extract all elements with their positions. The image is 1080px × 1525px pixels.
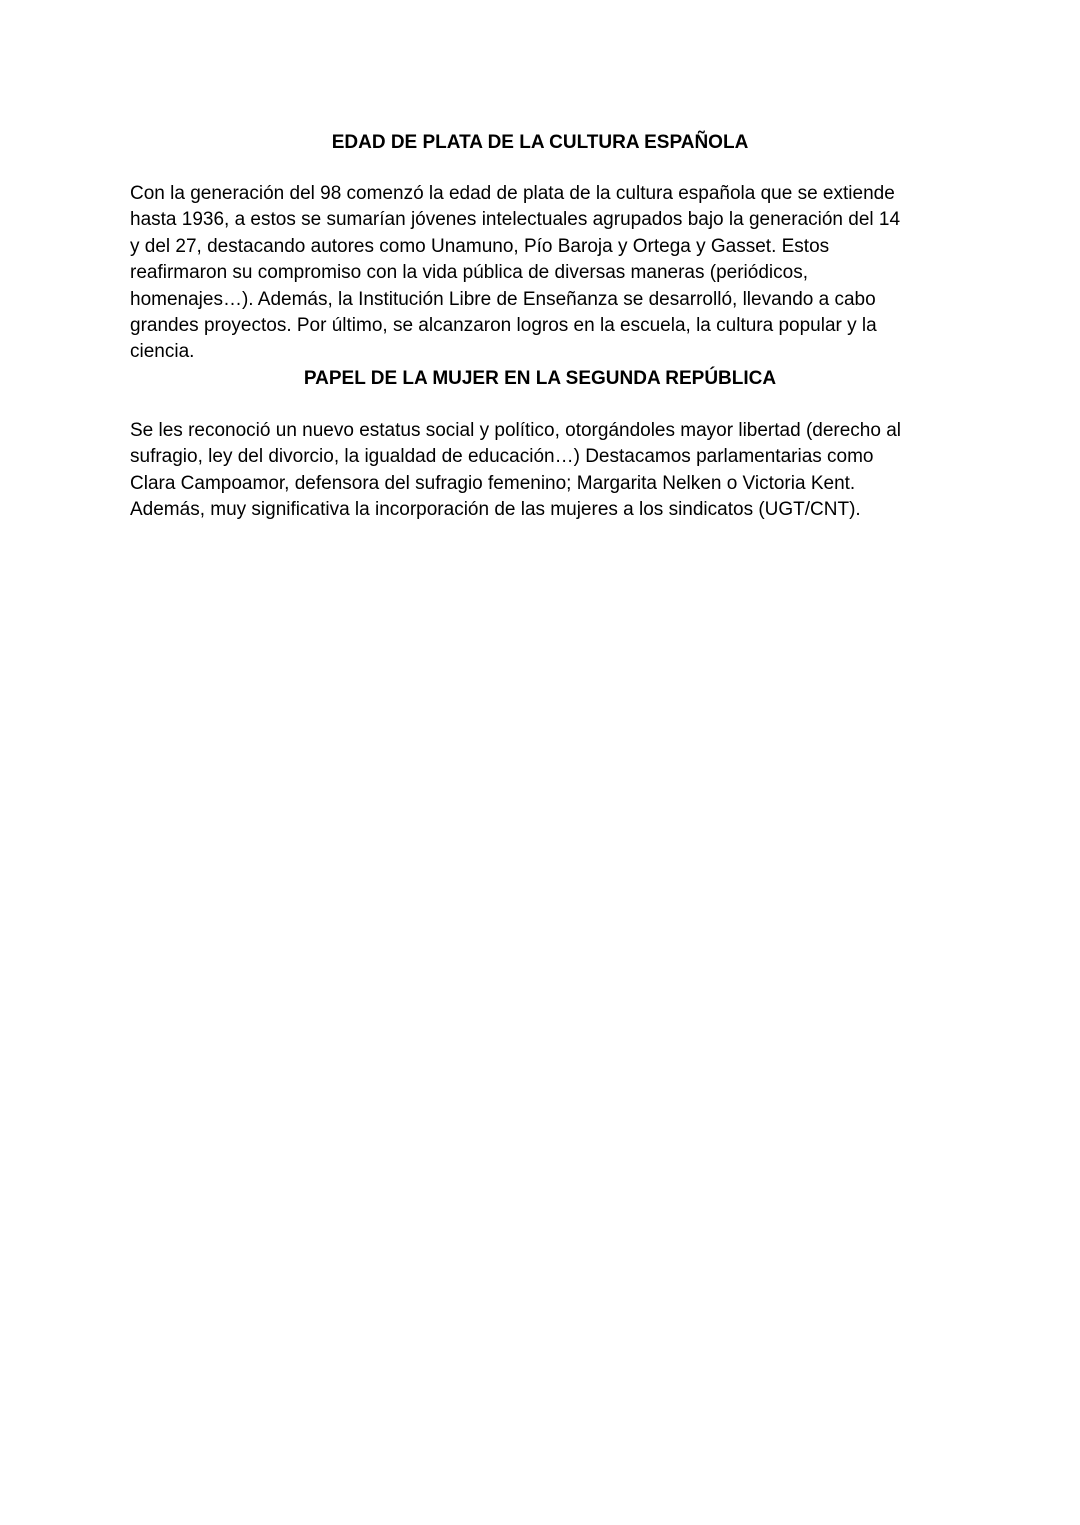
paragraph-line: grandes proyectos. Por último, se alcanzaron logros en la escuela, la cultura popular y la — [130, 315, 877, 337]
paragraph-line: hasta 1936, a estos se sumarían jóvenes intelectuales agrupados bajo la generación del 14 — [130, 209, 901, 231]
paragraph-line: sufragio, ley del divorcio, la igualdad de educación…) Destacamos parlamentarias como — [130, 446, 874, 468]
paragraph-line: Además, muy significativa la incorporación de las mujeres a los sindicatos (UGT/CNT). — [130, 499, 861, 521]
paragraph-line: homenajes…). Además, la Institución Libre de Enseñanza se desarrolló, llevando a cabo — [130, 288, 876, 310]
paragraph-line: y del 27, destacando autores como Unamuno, Pío Baroja y Ortega y Gasset. Estos — [130, 235, 830, 257]
paragraph-women-republic — [130, 418, 960, 524]
paragraph-line: Se les reconoció un nuevo estatus social y político, otorgándoles mayor libertad (derecho al — [130, 420, 901, 441]
section-heading-silver-age: EDAD DE PLATA DE LA CULTURA ESPAÑOLA — [331, 132, 749, 153]
paragraph-silver-age — [130, 181, 960, 366]
paragraph-line: Clara Campoamor, defensora del sufragio femenino; Margarita Nelken o Victoria Kent. — [130, 472, 856, 494]
section-heading-women-republic: PAPEL DE LA MUJER EN LA SEGUNDA REPÚBLICA — [303, 368, 777, 389]
paragraph-line: Con la generación del 98 comenzó la edad de plata de la cultura española que se extiende — [130, 183, 895, 204]
paragraph-line: ciencia. — [130, 341, 195, 363]
paragraph-line: reafirmaron su compromiso con la vida pública de diversas maneras (periódicos, — [130, 262, 808, 284]
